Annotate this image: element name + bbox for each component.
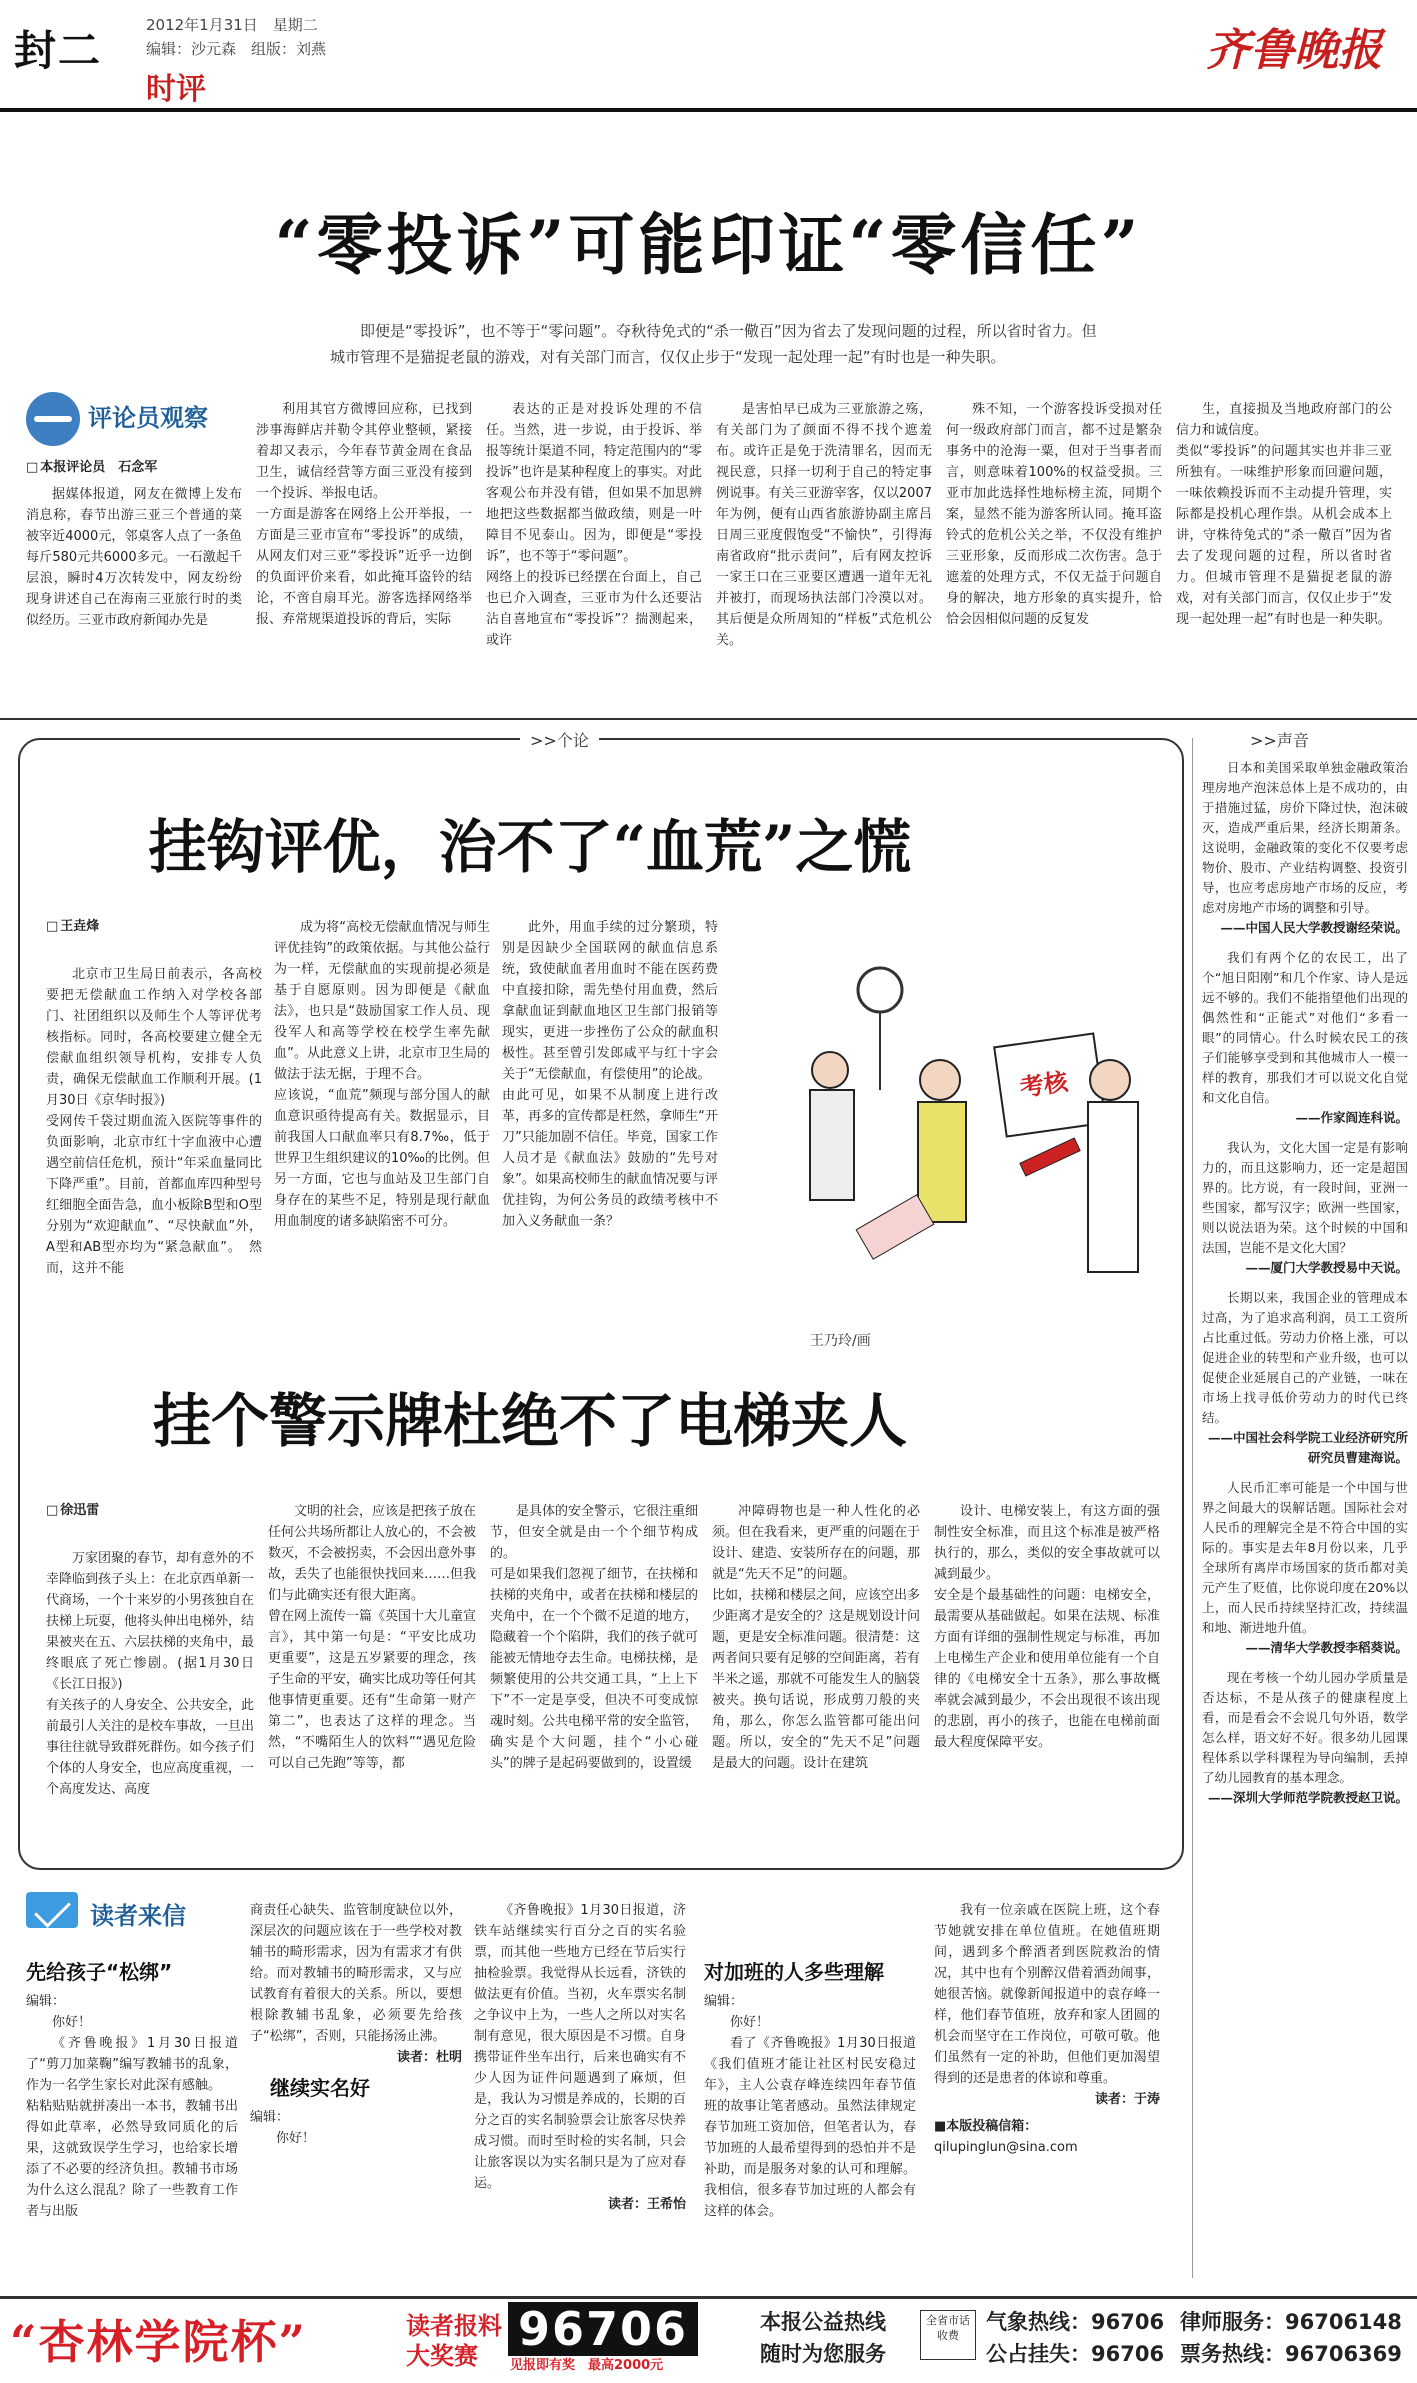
article3-paragraph: 是具体的安全警示，它很注重细节，但安全就是由一个个细节构成的。 可是如果我们忽视了细节，在扶梯和扶梯的夹角中，或者在扶梯和楼层的夹角中，在一个个微不足道的地方，隐藏着一个个陷阱，我们的孩子就可能被无情地夺去生命。电梯扶梯，是频繁使用的公共交通工具，“上上下下”不一定是享受，但决不可变成惊魂时刻。公共电梯平常的安全监管，确实是个大问题，挂个“小心碰头”的牌子是起码要做到的，设置缓: [490, 1504, 699, 1771]
main-paragraph: 利用其官方微博回应称，已找到涉事海鲜店并勒令其停业整顿，紧接着却又表示，今年春节黄金周在食品卫生，诚信经营等方面三亚没有接到一个投诉、举报电话。 一方面是游客在网络上公开举报，一方面是三亚市宣布“零投诉”的成绩，从网友们对三亚“零投诉”近乎一边倒的负面评价来看，如此掩耳盗铃的结论，不啻自扇耳光。游客选择网络举报、弃常规渠道投诉的背后，实际: [256, 402, 472, 627]
main-column-4: [716, 378, 932, 672]
letter-body: 看了《齐鲁晚报》1月30日报道《我们值班才能让社区村民安稳过年》，主人公袁存峰连续四年春节值班的故事让笔者感动。虽然法律规定春节加班工资加倍，但笔者认为，春节加班的人最希望得到的恐怕并不是补助，而是服务对象的认可和理解。我相信，很多春节加过班的人都会有这样的体会。: [704, 2036, 916, 2219]
issue-date: 2012年1月31日 星期二: [146, 16, 318, 34]
article3-paragraph: 万家团聚的春节，却有意外的不幸降临到孩子头上：在北京西单新一代商场，一个十来岁的小男孩独自在扶梯上玩耍，他将头伸出电梯外，结果被夹在五、六层扶梯的夹角中，最终眼底了死亡惨剧。(据1月30日《长江日报》) 有关孩子的人身安全、公共安全，此前最引人关注的是校车事故，一旦出事往往就导致群死群伤。如今孩子们个体的人身安全，也应高度重视，一个高度发达、高度: [46, 1551, 255, 1797]
main-paragraph: 表达的正是对投诉处理的不信任。当然，进一步说，由于投诉、举报等统计渠道不同，特定范围内的“零投诉”也许是某种程度上的事实。对此客观公布并没有错，但如果不加思辨地把这些数据都当做政绩，则是一叶障目不见泰山。因为，即便是“零投诉”，也不等于“零问题”。 网络上的投诉已经摆在台面上，自己也已介入调查，三亚市为什么还要沾沾自喜地宣布“零投诉”？揣测起来，或许: [486, 402, 702, 648]
article3-paragraph: 文明的社会，应该是把孩子放在任何公共场所都让人放心的，不会被数灭，不会被拐卖，不会因出意外事故，丢失了也能很快找回来……但我们与此确实还有很大距离。 曾在网上流传一篇《英国十大儿童宣言》，其中第一句是：“平安比成功更重要”，这是五岁紧要的理念，孩子生命的平安，确实比成功等任何其他事情更重要。还有“生命第一财产第二”，也表达了这样的理念。当然，“不嘴陌生人的饮料”“遇见危险可以自己先跑”等等，都: [268, 1504, 477, 1771]
voice-text: 我们有两个亿的农民工，出了个“旭日阳刚”和几个作家、诗人是远远不够的。我们不能指望他们出现的偶然性和“正能式”对他们“多看一眼”的同情心。什么时候农民工的孩子们能够享受到和其他城市人一模一样的教育，那我们才可以说文化自觉和文化自信。: [1202, 950, 1408, 1105]
lost-notice-hotline: 公占挂失：96706: [986, 2342, 1165, 2366]
article3-column-4: [712, 1480, 920, 1795]
article2-column-1: [46, 896, 262, 1300]
article3-headline: 挂个警示牌杜绝不了电梯夹人: [152, 1387, 907, 1455]
voice-item: [1202, 1668, 1408, 1808]
main-column-2: [256, 378, 472, 651]
voice-item: [1202, 1478, 1408, 1658]
lawyer-hotline: 律师服务：96706148: [1180, 2310, 1402, 2334]
ad-subtitle-1: 读者报料: [406, 2312, 502, 2340]
voice-item: [1202, 758, 1408, 938]
main-paragraph: 据媒体报道，网友在微博上发布消息称，春节出游三亚三个普通的菜被宰近4000元，邻桌客人点了一条鱼每斤580元共6000多元。一石激起千层浪，瞬时4万次转发中，网友纷纷现身讲述自己在海南三亚旅行时的类似经历。三亚市政府新闻办先是: [26, 487, 242, 628]
ad-prize-note: 见报即有奖 最高2000元: [510, 2358, 664, 2373]
voice-source: ——深圳大学师范学院教授赵卫说。: [1207, 1790, 1408, 1805]
main-paragraph: 是害怕早已成为三亚旅游之殇，有关部门为了颜面不得不找个遮羞布。或许正是免于洗清罪名，因而无视民意，只择一切利于自己的特定事例说事。有关三亚游宰客，仅以2007年为例，便有山西省旅游协副主席吕日周三亚度假饱受“不愉快”，引得海南省政府“批示责问”，后有网友控诉一家王口在三亚要区遭遇一道年无礼并被打，而现场执法部门冷漠以对。其后便是众所周知的“样板”式危机公关。: [716, 402, 932, 648]
article3-paragraph: 设计、电梯安装上，有这方面的强制性安全标准，而且这个标准是被严格执行的，那么，类似的安全事故就可以减到最少。 安全是个最基础性的问题：电梯安全，最需要从基础做起。如果在法规、标准方面有详细的强制性规定与标准，再加上电梯生产企业和使用单位能有一个自律的《电梯安全十五条》，那么事故概率就会减到最少，不会出现很不该出现的悲剧，再小的孩子，也能在电梯前面最大程度保障平安。: [934, 1504, 1160, 1750]
main-column-3: [486, 378, 702, 672]
envelope-icon: [26, 1892, 78, 1928]
article2-column-3: [502, 896, 718, 1253]
main-paragraph: 殊不知，一个游客投诉受损对任何一级政府部门而言，都不过是繁杂事务中的沧海一粟，但对于当事者而言，则意味着100%的权益受损。三亚市加此选择性地标榜主流，同期个案，显然不能为游客所认同。掩耳盗铃式的危机公关之举，不仅没有维护三亚形象，反而形成二次伤害。急于遮羞的处理方式，不仅无益于问题自身的解决，地方形象的真实提升，恰恰会因相似问题的反复发: [946, 402, 1162, 627]
mailbox-label: ■本版投稿信箱：: [934, 2119, 1038, 2134]
voices-tag: >>声音: [1240, 728, 1319, 751]
fee-note-box: 全省市话收费: [920, 2310, 976, 2360]
letter-salutation: 编辑：: [26, 1994, 66, 2009]
letter-salutation: 编辑：: [704, 1994, 744, 2009]
letter-title: 对加班的人多些理解: [704, 1960, 884, 1984]
main-column-6: [1176, 378, 1392, 651]
voice-source: ——清华大学教授李稻葵说。: [1245, 1640, 1408, 1655]
letter-body: 我有一位亲戚在医院上班，这个春节她就安排在单位值班。在她值班期间，遇到多个醉酒者到医院救治的情况，其中也有个别醉汉借着酒劲闹事，她很苦恼。就像新闻报道中的袁存峰一样，他们春节值班，放弃和家人团圆的机会而坚守在工作岗位，可敬可敬。他们虽然有一定的补助，但他们更加渴望得到的还是患者的体谅和尊重。: [934, 1903, 1160, 2086]
letter-1-col-b: [250, 1900, 462, 2149]
header-rule: [0, 108, 1417, 112]
commentator-badge-label: 评论员观察: [88, 404, 208, 432]
main-byline: □ 本报评论员 石念军: [26, 458, 242, 478]
voice-item: [1202, 948, 1408, 1128]
letters-badge: [26, 1886, 246, 1936]
letter-title: 先给孩子“松绑”: [26, 1960, 173, 1984]
article2-column-2: [274, 896, 490, 1253]
letter-3-col-a: [704, 1962, 916, 2222]
doctor-head: [1090, 1060, 1130, 1100]
letter-greeting: 你好！: [52, 2015, 92, 2030]
student-head: [812, 1052, 848, 1088]
teacher-head: [920, 1060, 960, 1100]
letter-signature: 读者：王希怡: [607, 2197, 686, 2212]
review-board-label: 考核: [1018, 1067, 1070, 1103]
mailbox-address[interactable]: qilupinglun@sina.com: [934, 2140, 1078, 2155]
article3-column-2: [268, 1480, 476, 1795]
voice-item: [1202, 1138, 1408, 1278]
main-column-1: [26, 458, 242, 631]
voice-source: ——中国人民大学教授谢经荣说。: [1220, 920, 1408, 935]
section-divider: [0, 718, 1417, 720]
column-name: 时评: [146, 72, 206, 107]
voices-column-rule: [1192, 738, 1193, 2278]
letter-signature: 读者：杜明: [396, 2050, 462, 2065]
letter-title: 继续实名好: [270, 2076, 370, 2100]
letter-body: 商责任心缺失、监管制度缺位以外，深层次的问题应该在于一些学校对教辅书的畸形需求，因为有需求才有供给。而对教辅书的畸形需求，又与应试教育有着很大的关系。所以，要想根除教辅书乱象，必须要先给孩子“松绑”，否则，只能扬汤止沸。: [250, 1903, 462, 2044]
cartoon-illustration: [770, 960, 1180, 1322]
pulley-wheel: [858, 968, 902, 1012]
article3-byline: □ 徐迅雷: [46, 1501, 254, 1521]
voice-source: ——作家阎连科说。: [1295, 1110, 1408, 1125]
letter-body: 《齐鲁晚报》1月30日报道了“剪刀加菜鞠”编写教辅书的乱象，作为一名学生家长对此深有感触。 粘粘贴贴就拼凑出一本书，教辅书出得如此草率，必然导致同质化的后果，这就致误学生学习，也给家长增添了不必要的经济负担。教辅书市场为什么这么混乱？除了一些教育工作者与出版: [26, 2036, 238, 2219]
article3-column-5: [934, 1480, 1160, 1774]
letter-1-col-a: [26, 1962, 238, 2222]
letter-greeting: 你好！: [730, 2015, 770, 2030]
editor-credit: 编辑：沙元森 组版：刘燕: [146, 40, 327, 58]
personal-view-tag: >>个论: [520, 728, 599, 751]
voice-text: 日本和美国采取单独金融政策治理房地产泡沫总体上是不成功的，由于措施过猛，房价下降过快，泡沫破灭，造成严重后果，经济长期萧条。这说明，金融政策的变化不仅要考虑物价、股市、产业结构调整、投资引导，也应考虑房地产市场的反应，考虑对房地产市场的调整和引导。: [1202, 760, 1408, 915]
public-hotline-label: 本报公益热线: [760, 2310, 886, 2334]
article3-column-1: [46, 1480, 254, 1821]
article2-paragraph: 成为将“高校无偿献血情况与师生评优挂钩”的政策依据。与其他公益行为一样，无偿献血的实现前提必须是基于自愿原则。因为即便是《献血法》，也只是“鼓励国家工作人员、现役军人和高等学校在校学生率先献血”。从此意义上讲，北京市卫生局的做法于法无据，于理不合。 应该说，“血荒”频现与部分国人的献血意识亟待提高有关。数据显示，目前我国人口献血率只有8.7‰，低于世界卫生组织建议的10‰的比例。但另一方面，它也与血站及卫生部门自身存在的某些不足，特别是现行献血用血制度的诸多缺陷密不可分。: [274, 920, 490, 1229]
section-label: 封二: [14, 26, 103, 75]
blood-bag: [1020, 1138, 1080, 1176]
globe-icon: [26, 392, 80, 446]
letter-3-col-b: [934, 1900, 1160, 2158]
voice-source: ——中国社会科学院工业经济研究所研究员曹建海说。: [1207, 1430, 1408, 1465]
weather-hotline: 气象热线：96706: [986, 2310, 1165, 2334]
article2-paragraph: 北京市卫生局日前表示，各高校要把无偿献血工作纳入对学校各部门、社团组织以及师生个人等评优考核指标。同时，各高校要建立健全无偿献血组织领导机构，安排专人负责，确保无偿献血工作顺利开展。(1月30日《京华时报》) 受网传千袋过期血流入医院等事件的负面影响，北京市红十字血液中心遭遇空前信任危机，预计“年采血量同比下降严重”。目前，首都血库四种型号红细胞全面告急，血小板除B型和O型分别为“欢迎献血”、“尽快献血”外，A型和AB型亦均为“紧急献血”。 然而，这并不能: [46, 967, 262, 1276]
article2-byline: □ 王垚烽: [46, 917, 262, 937]
ticket-hotline: 票务热线：96706369: [1180, 2342, 1402, 2366]
letter-greeting: 你好！: [276, 2131, 316, 2146]
service-label: 随时为您服务: [760, 2342, 886, 2366]
main-column-5: [946, 378, 1162, 651]
main-headline: “零投诉”可能印证“零信任”: [274, 206, 1143, 284]
student-body: [810, 1090, 854, 1200]
voice-text: 我认为，文化大国一定是有影响力的，而且这影响力，还一定是超国界的。比方说，有一段时间，亚洲一些国家，都写汉字；欧洲一些国家，则以说法语为荣。这个时候的中国和法国，岂能不是文化大国？: [1202, 1140, 1408, 1255]
excellence-sign: [856, 1195, 934, 1259]
main-paragraph: 生，直接损及当地政府部门的公信力和诚信度。 类似“零投诉”的问题其实也并非三亚所独有。一味维护形象而回避问题，一味依赖投诉而不主动提升管理，实际都是投机心理作祟。从机会成本上讲，守株待兔式的“杀一儆百”因为省去了发现问题的过程，所以省时省力。但城市管理不是猫捉老鼠的游戏，对有关部门而言，仅仅止步于“发现一起处理一起”有时也是一种失职。: [1176, 402, 1392, 627]
teacher-body: [918, 1102, 966, 1222]
article2-headline: 挂钩评优，治不了“血荒”之慌: [148, 813, 912, 881]
ad-contest-name: “杏林学院杯”: [10, 2315, 307, 2369]
article3-paragraph: 冲障碍物也是一种人性化的必须。但在我看来，更严重的问题在于设计、建造、安装所存在的问题，那就是“先天不足”的问题。 比如，扶梯和楼层之间，应该空出多少距离才是安全的？这是规划设计问题，更是安全标准问题。很清楚：这两者间只要有足够的空间距离，若有半米之遥，那就不可能发生人的脑袋被夹。换句话说，形成剪刀般的夹角，那么，你怎么监管都可能出问题。所以，安全的“先天不足”问题是最大的问题。设计在建筑: [712, 1504, 921, 1771]
voices-column: [1202, 758, 1408, 1808]
voice-text: 人民币汇率可能是一个中国与世界之间最大的误解话题。国际社会对人民币的理解完全是不符合中国的实际的。事实是去年8月份以来，几乎全球所有离岸市场国家的货币都对美元产生了贬值，比你说印度在20%以上，而人民币持续坚持汇改，持续温和地、渐进地升值。: [1202, 1480, 1408, 1635]
article2-paragraph: 此外，用血手续的过分繁琐，特别是因缺少全国联网的献血信息系统，致使献血者用血时不能在医药费中直接扣除，需先垫付用血费，然后拿献血证到献血地区卫生部门报销等现实，更进一步挫伤了公众的献血积极性。甚至曾引发郎咸平与红十字会关于“无偿献血，有偿使用”的论战。 由此可见，如果不从制度上进行改革，再多的宣传都是枉然，拿师生“开刀”只能加剧不信任。毕竟，国家工作人员才是《献血法》鼓励的“先号对象”。如果高校师生的献血情况要与评优挂钩，为何公务员的政绩考核中不加入义务献血一条？: [502, 920, 718, 1229]
letter-signature: 读者：于涛: [1094, 2092, 1160, 2107]
newspaper-logo: 齐鲁晚报: [1206, 25, 1382, 76]
ad-subtitle-2: 大奖赛: [406, 2342, 478, 2370]
letter-salutation: 编辑：: [250, 2110, 290, 2125]
doctor-coat: [1088, 1102, 1138, 1272]
ad-hotline-number: 96706: [508, 2302, 698, 2356]
commentator-badge: [26, 390, 256, 446]
article3-column-3: [490, 1480, 698, 1795]
voice-item: [1202, 1288, 1408, 1468]
cartoon-credit: 王乃玲/画: [810, 1333, 871, 1349]
voice-text: 长期以来，我国企业的管理成本过高，为了追求高利润，员工工资所占比重过低。劳动力价格上涨，可以促进企业的转型和产业升级，也可以促使企业延展自己的产业链，一味在市场上找寻低价劳动力的时代已终结。: [1202, 1290, 1408, 1425]
voice-source: ——厦门大学教授易中天说。: [1245, 1260, 1408, 1275]
letter-body: 《齐鲁晚报》1月30日报道，济铁车站继续实行百分之百的实名验票，而其他一些地方已经在节后实行抽检验票。我觉得从长远看，济铁的做法更有价值。当初，火车票实名制之争议中上为，一些人之所以对实名制有意见，很大原因是不习惯。自身携带证件坐车出行，后来也确实有不少人因为证件问题遇到了麻烦，但是，我认为习惯是养成的，长期的百分之百的实名制验票会让旅客尽快养成习惯。而时至时检的实名制，只会让旅客误以为实名制只是为了应对春运。: [474, 1903, 686, 2191]
main-deck: 即便是“零投诉”，也不等于“零问题”。夺秋待免式的“杀一儆百”因为省去了发现问题的过程，所以省时省力。但城市管理不是猫捉老鼠的游戏，对有关部门而言，仅仅止步于“发现一起处理一起”有时也是一种失职。: [330, 322, 1097, 366]
letters-badge-label: 读者来信: [90, 1902, 186, 1930]
letter-2-col: [474, 1900, 686, 2215]
voice-text: 现在考核一个幼儿园办学质量是否达标，不是从孩子的健康程度上看，而是看会不会说几句外语，数学怎么样，语文好不好。很多幼儿园课程体系以学科课程为导向编制，丢掉了幼儿园教育的基本理念。: [1202, 1670, 1408, 1785]
